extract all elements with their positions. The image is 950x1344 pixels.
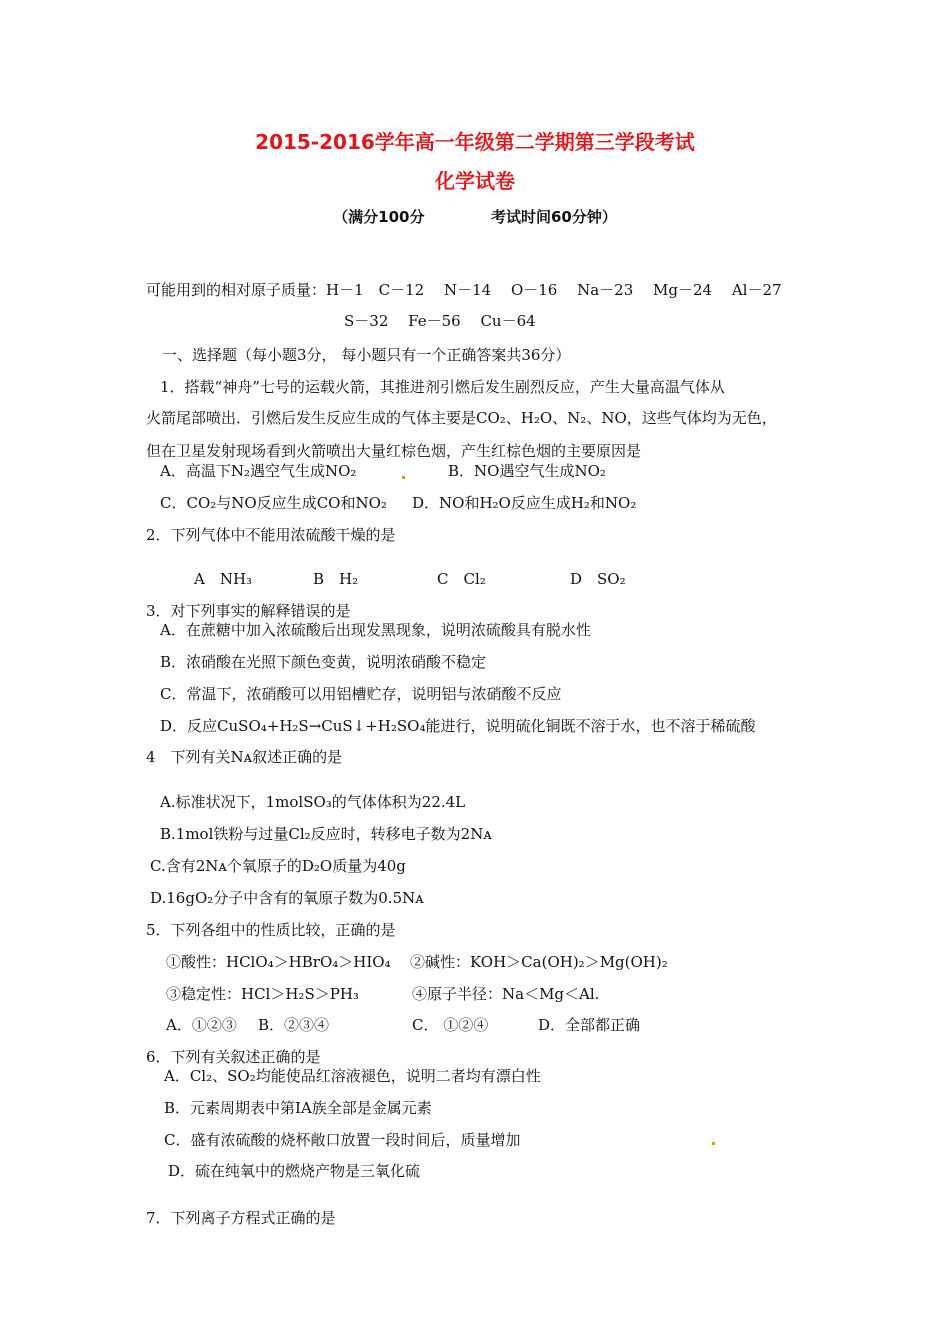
question-2-stem: 2．下列气体中不能用浓硫酸干燥的是 bbox=[146, 526, 396, 544]
question-1-stem-line-2: 火箭尾部喷出．引燃后发生反应生成的气体主要是CO₂、H₂O、N₂、NO，这些气体均为无色， bbox=[146, 409, 777, 427]
question-2-option-c: C Cl₂ bbox=[437, 570, 486, 588]
question-5-item-3: ③稳定性：HCl＞H₂S＞PH₃ bbox=[166, 985, 359, 1003]
exam-time: 考试时间60分钟） bbox=[490, 208, 617, 226]
question-3-stem: 3．对下列事实的解释错误的是 bbox=[146, 602, 351, 620]
section-heading: 一、选择题（每小题3分， 每小题只有一个正确答案共36分） bbox=[162, 346, 571, 364]
question-6-option-d: D．硫在纯氧中的燃烧产物是三氧化硫 bbox=[168, 1162, 421, 1180]
atomic-mass-line-1: 可能用到的相对原子质量：H－1 C－12 N－14 O－16 Na－23 Mg－24 Al－27 bbox=[146, 281, 782, 299]
question-4-stem: 4 下列有关Nᴀ叙述正确的是 bbox=[146, 748, 343, 766]
question-1-option-d: D．NO和H₂O反应生成H₂和NO₂ bbox=[412, 494, 637, 512]
question-5-item-2: ②碱性：KOH＞Ca(OH)₂＞Mg(OH)₂ bbox=[410, 953, 668, 971]
full-score: （满分100分 bbox=[333, 208, 425, 226]
question-2-option-b: B H₂ bbox=[313, 570, 359, 588]
question-1-stem-line-3: 但在卫星发射现场看到火箭喷出大量红棕色烟，产生红棕色烟的主要原因是 bbox=[146, 442, 642, 460]
question-4-option-a: A.标准状况下，1molSO₃的气体体积为22.4L bbox=[160, 793, 466, 811]
question-5-option-c: C． ①②④ bbox=[412, 1016, 489, 1034]
question-6-stem: 6．下列有关叙述正确的是 bbox=[146, 1048, 321, 1066]
question-6-option-c: C．盛有浓硫酸的烧杯敞口放置一段时间后，质量增加 bbox=[164, 1131, 521, 1149]
question-5-stem: 5．下列各组中的性质比较，正确的是 bbox=[146, 921, 396, 939]
question-4-option-c: C.含有2Nᴀ个氧原子的D₂O质量为40g bbox=[150, 857, 406, 875]
question-3-option-c: C．常温下，浓硝酸可以用铝槽贮存，说明铝与浓硝酸不反应 bbox=[160, 685, 562, 703]
question-2-option-d: D SO₂ bbox=[570, 570, 626, 588]
question-4-option-b: B.1mol铁粉与过量Cl₂反应时，转移电子数为2Nᴀ bbox=[160, 825, 492, 843]
question-5-item-1: ①酸性：HClO₄＞HBrO₄＞HIO₄ bbox=[166, 953, 391, 971]
question-7-stem: 7．下列离子方程式正确的是 bbox=[146, 1209, 336, 1227]
question-5-item-4: ④原子半径：Na＜Mg＜Al. bbox=[412, 985, 600, 1003]
exam-title: 2015-2016学年高一年级第二学期第三学段考试 bbox=[255, 130, 695, 154]
question-3-option-d: D．反应CuSO₄+H₂S→CuS↓+H₂SO₄能进行，说明硫化铜既不溶于水，也不溶于稀硫酸 bbox=[160, 717, 756, 735]
question-6-option-b: B．元素周期表中第IA族全部是金属元素 bbox=[164, 1099, 432, 1117]
question-1-option-a: A．高温下N₂遇空气生成NO₂ bbox=[160, 462, 357, 480]
question-1-option-b: B．NO遇空气生成NO₂ bbox=[448, 462, 606, 480]
exam-info bbox=[0, 206, 950, 227]
question-6-option-a: A．Cl₂、SO₂均能使品红溶液褪色，说明二者均有漂白性 bbox=[164, 1067, 541, 1085]
question-3-option-b: B．浓硝酸在光照下颜色变黄，说明浓硝酸不稳定 bbox=[160, 653, 487, 671]
exam-subject: 化学试卷 bbox=[435, 169, 515, 193]
question-5-option-d: D．全部都正确 bbox=[538, 1016, 641, 1034]
question-3-option-a: A．在蔗糖中加入浓硫酸后出现发黑现象，说明浓硫酸具有脱水性 bbox=[160, 621, 591, 639]
scan-speck bbox=[712, 1142, 715, 1145]
scan-speck bbox=[402, 476, 405, 479]
question-1-option-c: C．CO₂与NO反应生成CO和NO₂ bbox=[160, 494, 387, 512]
question-5-option-b: B．②③④ bbox=[258, 1016, 330, 1034]
question-1-stem-line-1: 1．搭载“神舟”七号的运载火箭，其推进剂引燃后发生剧烈反应，产生大量高温气体从 bbox=[160, 378, 725, 396]
question-2-option-a: A NH₃ bbox=[194, 570, 253, 588]
question-5-option-a: A．①②③ bbox=[166, 1016, 237, 1034]
atomic-mass-line-2: S－32 Fe－56 Cu－64 bbox=[344, 312, 536, 330]
question-4-option-d: D.16gO₂分子中含有的氧原子数为0.5Nᴀ bbox=[150, 889, 424, 907]
